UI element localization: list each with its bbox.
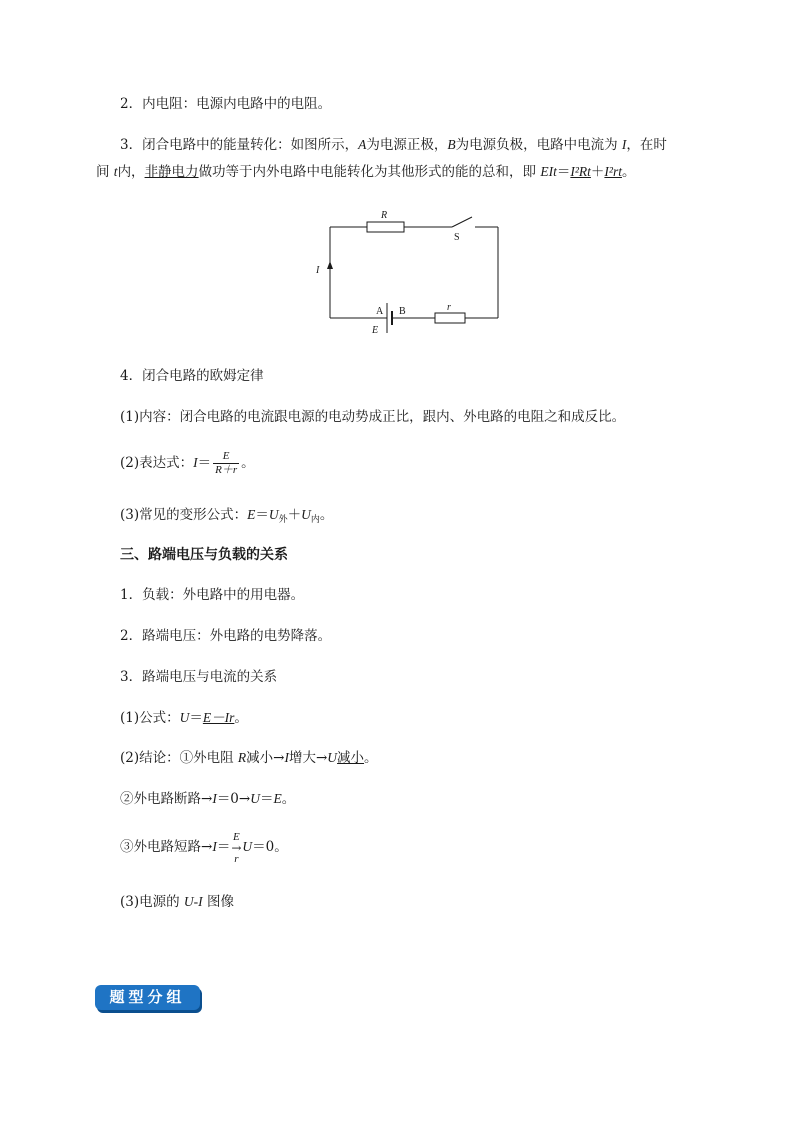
fraction-E-over-R-plus-r: $\frac{E}{R+r}$ [215, 450, 238, 476]
paragraph-conclusion: (2)结论：①外电阻 R减小→I增大→U减小。 [120, 750, 378, 766]
resistor-r [435, 313, 465, 323]
paragraph-energy-conversion-line1: 3．闭合电路中的能量转化：如图所示，A为电源正极，B为电源负极，电路中电流为 I，在时 [120, 137, 667, 153]
label-r: r [447, 302, 451, 313]
heading-ohms-law: 4．闭合电路的欧姆定律 [120, 368, 264, 384]
paragraph-ohms-law-content: (1)内容：闭合电路的电流跟电源的电动势成正比，跟内、外电路的电阻之和成反比。 [120, 409, 626, 425]
underlined-term: 非静电力 [144, 164, 199, 180]
fraction-E-over-r-arrow: E → r [231, 830, 242, 865]
switch-S [452, 217, 472, 227]
label-E: E [372, 325, 379, 336]
section-badge-question-types: 题型分组 [95, 985, 200, 1010]
section-heading-terminal-voltage: 三、路端电压与负载的关系 [120, 547, 288, 563]
paragraph-expression: (2)表达式：I＝ $\frac{E}{R+r}$ 。 [120, 450, 255, 476]
paragraph-load: 1．负载：外电路中的用电器。 [120, 587, 305, 603]
label-R: R [381, 210, 388, 221]
label-S: S [454, 232, 460, 243]
paragraph-internal-resistance: 2．内电阻：电源内电路中的电阻。 [120, 96, 332, 112]
paragraph-energy-conversion-line2: 间 t内，非静电力做功等于内外电路中电能转化为其他形式的能的总和，即 EIt＝I²Rt＋I²rt。 [96, 164, 636, 180]
paragraph-formula: (1)公式：U＝E－Ir。 [120, 710, 248, 726]
circuit-diagram [300, 205, 520, 345]
current-arrow-icon [327, 261, 333, 269]
paragraph-variant-formula: (3)常见的变形公式：$E=U_外+U_内$。 [120, 507, 334, 525]
paragraph-ui-graph: (3)电源的 U-I 图像 [120, 894, 234, 910]
resistor-R [367, 222, 404, 232]
label-I: I [316, 265, 320, 276]
paragraph-voltage-current-relation: 3．路端电压与电流的关系 [120, 669, 278, 685]
paragraph-short-circuit: ③外电路短路→I＝ E → r U＝0。 [120, 830, 288, 865]
label-A: A [376, 306, 384, 317]
label-B: B [399, 306, 406, 317]
paragraph-open-circuit: ②外电路断路→I＝0→U＝E。 [120, 791, 296, 807]
paragraph-terminal-voltage: 2．路端电压：外电路的电势降落。 [120, 628, 332, 644]
